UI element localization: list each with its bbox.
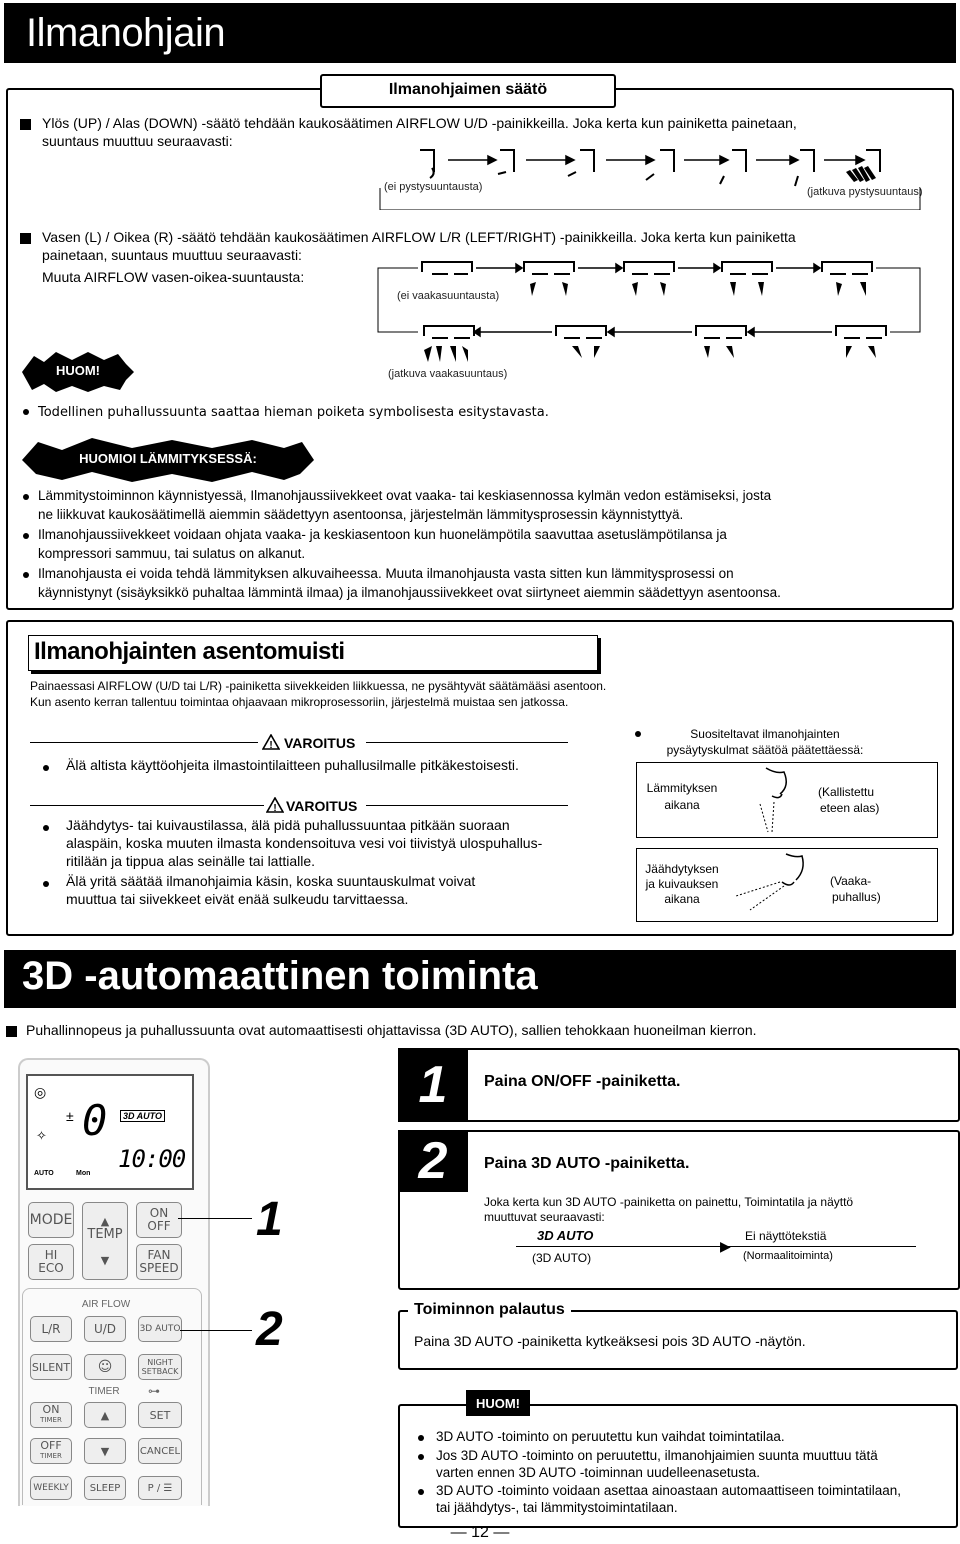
step2-desc-l1: Joka kerta kun 3D AUTO -painiketta on painettu, Toimintatila ja näyttö <box>484 1195 854 1209</box>
warning1-b1: Älä altista käyttöohjeita ilmastointilaitteen puhallusilmalle pitkäkestoisesti. <box>66 757 519 773</box>
callout-line-2 <box>180 1330 252 1331</box>
fan-label: FAN <box>147 1248 171 1262</box>
night-label: NIGHT <box>147 1358 173 1367</box>
step1-number: 1 <box>398 1048 468 1122</box>
bullet-icon <box>43 881 49 887</box>
lcd-auto: AUTO <box>34 1170 54 1177</box>
cooling-r2: puhallus) <box>832 890 881 904</box>
hi-eco-button[interactable] <box>28 1244 74 1280</box>
weekly-button[interactable]: WEEKLY <box>30 1476 72 1500</box>
ud-vane-sequence-diagram <box>370 140 930 210</box>
heating-r2: eteen alas) <box>820 801 880 815</box>
temp-up-down-button[interactable]: ▲ TEMP ▼ <box>82 1202 128 1280</box>
svg-text:!: ! <box>269 740 273 750</box>
timer-label: TIMER <box>88 1386 120 1397</box>
lr-text-line1: Vasen (L) / Oikea (R) -säätö tehdään kaukosäätimen AIRFLOW L/R (LEFT/RIGHT) -painikkeilla. Joka kerta kun painiketta <box>42 229 796 245</box>
timer-on-sub: TIMER <box>40 1416 62 1424</box>
note-badge: HUOM! <box>466 1390 530 1416</box>
display-cycle-line <box>516 1246 916 1247</box>
heat-b1-l2: ne liikkuvat kaukosäätimellä aiemmin säädettyyn asentoonsa, järjestelmän lämmitysprosessin käynnistyttyä. <box>38 507 684 522</box>
timer-down-button[interactable]: ▼ <box>84 1438 126 1464</box>
airflow-ud-button[interactable]: U/D <box>84 1316 126 1342</box>
night-setback-button[interactable] <box>138 1354 182 1380</box>
note-n3-l1: 3D AUTO -toiminto voidaan asettaa ainoastaan automaattiseen toimintatilaan, <box>436 1483 902 1498</box>
section-header-3d-auto <box>4 950 956 1008</box>
step2-text: Paina 3D AUTO -painiketta. <box>484 1155 690 1172</box>
heat-b2-l2: kompressori sammuu, tai sulatus on alkanut. <box>38 546 306 561</box>
heating-l1: Lämmityksen <box>646 781 718 795</box>
warning2-b2-l2: muuttua tai siivekkeet eivät enää sulkeudu tarvittaessa. <box>66 891 409 907</box>
warning2-b1-l2: alaspäin, koska muuten ilmasta kondensoituva vesi voi tiivistyä ulospuhallus- <box>66 835 543 851</box>
on-label: ON <box>149 1206 169 1220</box>
setback-label: SETBACK <box>141 1367 179 1376</box>
ud-text-line2: suuntaus muuttuu seuraavasti: <box>42 133 233 149</box>
bullet-icon <box>43 765 49 771</box>
fan-speed-button[interactable] <box>136 1244 182 1280</box>
warning2-b1-l1: Jäähdytys- tai kuivaustilassa, älä pidä puhallussuuntaa pitkään suoraan <box>66 817 510 833</box>
timer-off-button[interactable] <box>30 1438 72 1464</box>
bullet-icon <box>23 409 29 415</box>
warning-line <box>30 742 258 743</box>
lcd-clock: 10:00 <box>118 1145 186 1173</box>
speed-label: SPEED <box>139 1261 179 1275</box>
callout-line-1 <box>178 1218 252 1219</box>
program-button[interactable]: P / ☰ <box>138 1476 182 1500</box>
bullet-icon <box>23 572 29 578</box>
cooling-l1: Jäähdytyksen <box>645 862 719 876</box>
step1-text: Paina ON/OFF -painiketta. <box>484 1073 681 1090</box>
warning-line <box>366 742 568 743</box>
airflow-adjust-title: Ilmanohjaimen säätö <box>388 81 548 98</box>
bullet-icon <box>23 533 29 539</box>
lcd-3d-auto: 3D AUTO <box>120 1110 165 1122</box>
bullet-icon <box>418 1454 424 1460</box>
memory-line1: Painaessasi AIRFLOW (U/D tai L/R) -painiketta siivekkeiden liikkuessa, ne pysähtyvät säätämääsi asentoon. <box>30 679 607 693</box>
lr-caption-cont: (jatkuva vaakasuuntaus) <box>388 368 508 380</box>
cooling-l2: ja kuivauksen <box>645 877 719 891</box>
lcd-plusminus-icon: ± <box>66 1108 74 1124</box>
step2-box <box>398 1130 960 1290</box>
lr-caption-none: (ei vaakasuuntausta) <box>397 290 500 302</box>
warning-triangle-icon <box>262 734 280 750</box>
callout-1: 1 <box>256 1193 283 1246</box>
heating-vane-angle-icon <box>730 764 820 834</box>
bullet-icon <box>23 494 29 500</box>
note-text: Todellinen puhallussuunta saattaa hieman poiketa symbolisesta esitystavasta. <box>38 405 549 420</box>
warning-line <box>30 805 264 806</box>
ud-caption-right: (jatkuva pystysuuntaus) <box>807 186 923 198</box>
cancel-title: Toiminnon palautus <box>408 1301 571 1319</box>
section-header-ilmanohjain <box>4 3 956 63</box>
bullet-icon <box>43 825 49 831</box>
ud-caption-left: (ei pystysuuntausta) <box>384 181 483 193</box>
lr-vane-sequence-diagram <box>370 254 930 374</box>
memory-line2: Kun asento kerran tallentuu toimintaa ohjaavaan mikroprosessoriin, järjestelmä muistaa sen jatkossa. <box>30 695 569 709</box>
page-number: — 12 — <box>450 1524 510 1541</box>
callout-2: 2 <box>256 1303 283 1356</box>
airflow-lr-button[interactable]: L/R <box>30 1316 72 1342</box>
cancel-text: Paina 3D AUTO -painiketta kytkeäksesi pois 3D AUTO -näytön. <box>414 1333 806 1349</box>
warning-line <box>366 805 568 806</box>
warning2-b1-l3: ritilään ja tippua alas seinälle tai lattialle. <box>66 853 316 869</box>
svg-text:!: ! <box>273 803 277 813</box>
program-label: P / <box>147 1482 161 1494</box>
off-label: OFF <box>147 1219 171 1233</box>
auto3d-intro: Puhallinnopeus ja puhallussuunta ovat automaattisesti ohjattavissa (3D AUTO), sallien tehokkaan huoneilman kierron. <box>26 1022 757 1038</box>
recommend-l2: pysäytyskulmat säätöä päätettäessä: <box>666 743 864 757</box>
display-right-cap: (Normaalitoiminta) <box>743 1250 833 1262</box>
timer-cancel-button[interactable]: CANCEL <box>138 1438 182 1464</box>
temp-label: TEMP <box>87 1227 123 1242</box>
note-n3-l2: tai jäähdytys-, tai lämmitystoimintatilaan. <box>436 1500 678 1515</box>
warning2-title: VAROITUS <box>286 798 358 814</box>
recommend-l1: Suositeltavat ilmanohjainten <box>690 727 840 741</box>
section-title: 3D -automaattinen toiminta <box>22 954 538 998</box>
heat-b1-l1: Lämmitystoiminnon käynnistyessä, Ilmanohjaussiivekkeet ovat vaaka- tai keskiasennossa kylmän vedon estämiseksi, josta <box>38 488 772 503</box>
3d-auto-button[interactable]: 3D AUTO <box>138 1316 182 1342</box>
warning2-b2-l1: Älä yritä säätää ilmanohjaimia käsin, koska suuntauskulmat voivat <box>66 873 476 889</box>
heating-l2: aikana <box>664 798 700 812</box>
square-bullet-icon <box>20 119 31 130</box>
timer-up-button[interactable]: ▲ <box>84 1402 126 1428</box>
display-cycle-arrow-icon: ▶ <box>720 1238 731 1254</box>
eco-label: ECO <box>38 1261 64 1275</box>
square-bullet-icon <box>20 233 31 244</box>
face-button[interactable]: ☺ <box>84 1354 126 1380</box>
lr-other-text: Muuta AIRFLOW vasen-oikea-suuntausta: <box>42 269 305 285</box>
timer-on-label: ON <box>42 1403 60 1416</box>
hi-label: HI <box>44 1248 58 1262</box>
heat-b3-l1: Ilmanohjausta ei voida tehdä lämmityksen alkuvaiheessa. Muuta ilmanohjausta vasta sitten kun lämmitysprosessi on <box>38 566 734 581</box>
heating-r1: (Kallistettu <box>818 785 875 799</box>
sleep-button[interactable]: SLEEP <box>84 1476 126 1500</box>
note-n1: 3D AUTO -toiminto on peruutettu kun vaihdat toimintatilaa. <box>436 1429 785 1444</box>
on-off-button[interactable] <box>136 1202 182 1238</box>
step2-number: 2 <box>398 1130 468 1192</box>
memory-title: Ilmanohjainten asentomuisti <box>34 638 345 665</box>
lcd-swirl-icon: ◎ <box>34 1084 47 1100</box>
heat-b2-l1: Ilmanohjaussiivekkeet voidaan ohjata vaaka- ja keskiasentoon kun huonelämpötila saavuttaa asetuslämpötilansa ja <box>38 527 727 542</box>
bullet-icon <box>418 1489 424 1495</box>
note-n2-l1: Jos 3D AUTO -toiminto on peruutettu, ilmanohjaimien suunta muuttuu tätä <box>436 1448 878 1463</box>
ud-text-line1: Ylös (UP) / Alas (DOWN) -säätö tehdään kaukosäätimen AIRFLOW U/D -painikkeilla. Joka kerta kun painiketta painetaan, <box>42 115 797 131</box>
timer-set-button[interactable]: SET <box>138 1402 182 1428</box>
lcd-temp: 0 <box>82 1096 108 1145</box>
timer-on-button[interactable] <box>30 1402 72 1428</box>
silent-button[interactable]: SILENT <box>30 1354 72 1380</box>
airflow-label: AIR FLOW <box>81 1299 131 1310</box>
note-n2-l2: varten ennen 3D AUTO -toiminnan uudelleenasetusta. <box>436 1465 760 1480</box>
key-icon: ⊶ <box>148 1384 160 1398</box>
cooling-vane-angle-icon <box>730 850 830 918</box>
warning1-title: VAROITUS <box>284 735 356 751</box>
mode-button[interactable]: MODE <box>28 1202 74 1238</box>
step2-desc-l2: muuttuvat seuraavasti: <box>484 1210 605 1224</box>
warning-triangle-icon <box>266 797 284 813</box>
timer-off-label: OFF <box>40 1439 62 1452</box>
section-title: Ilmanohjain <box>26 11 226 55</box>
heat-b3-l2: käynnistynyt (sisäyksikkö puhaltaa lämmintä ilmaa) ja ilmanohjaussiivekkeet ovat siirtyneet aiemmin säädettyyn asentoonsa. <box>38 585 781 600</box>
bullet-icon <box>418 1435 424 1441</box>
cooling-l3: aikana <box>664 892 700 906</box>
lr-text-line2: painetaan, suuntaus muuttuu seuraavasti: <box>42 247 302 263</box>
timer-off-sub: TIMER <box>40 1452 62 1460</box>
square-bullet-icon <box>6 1026 17 1037</box>
heat-badge-text: HUOMIOI LÄMMITYKSESSÄ: <box>79 451 257 466</box>
display-left-cap: (3D AUTO) <box>532 1251 592 1265</box>
display-right-top: Ei näyttötekstiä <box>745 1229 827 1243</box>
cooling-r1: (Vaaka- <box>830 874 872 888</box>
note-badge-text: HUOM! <box>55 363 101 378</box>
display-3d-auto-logo: 3D AUTO <box>537 1228 594 1243</box>
lcd-sparkle-icon: ✧ <box>36 1128 47 1143</box>
lcd-day: Mon <box>76 1170 91 1177</box>
